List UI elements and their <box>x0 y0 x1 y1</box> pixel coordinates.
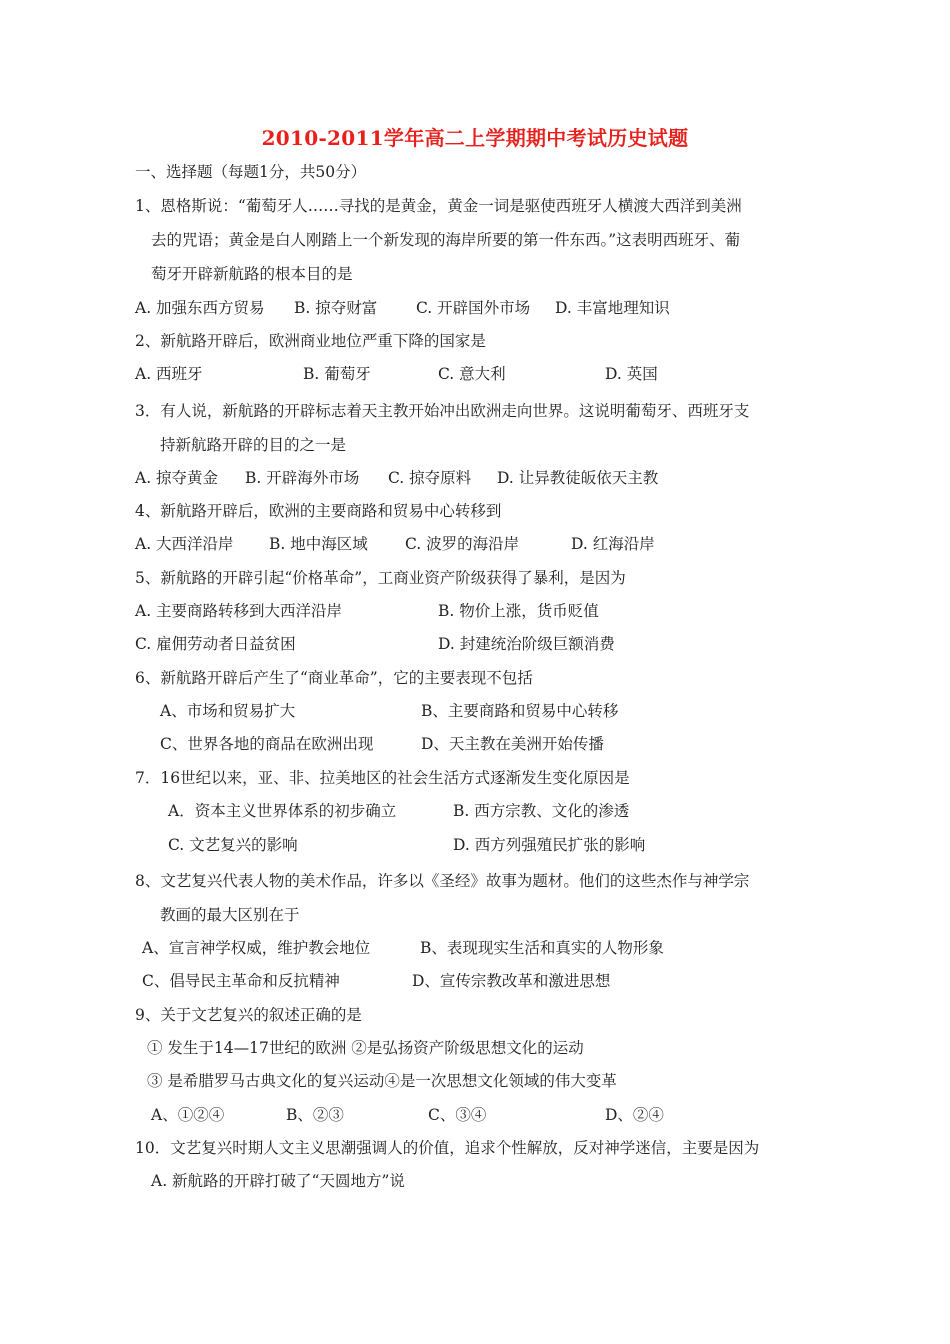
question-5-option-d: D. 封建统治阶级巨额消费 <box>438 635 615 653</box>
question-7-option-a: A．资本主义世界体系的初步确立 <box>168 802 397 820</box>
question-3-option-a: A. 掠夺黄金 <box>135 469 219 487</box>
question-8-line-2: 教画的最大区别在于 <box>160 906 300 924</box>
question-1-option-c: C. 开辟国外市场 <box>416 299 531 317</box>
question-2-option-d: D. 英国 <box>605 365 658 383</box>
question-5-line-1: 5、新航路的开辟引起“价格革命”，工商业资产阶级获得了暴利，是因为 <box>135 569 626 587</box>
question-2-option-b: B. 葡萄牙 <box>303 365 371 383</box>
question-7-option-c: C. 文艺复兴的影响 <box>168 836 298 854</box>
question-9-statement-1: ① 发生于14—17世纪的欧洲 ②是弘扬资产阶级思想文化的运动 <box>147 1039 584 1057</box>
question-1-line-3: 萄牙开辟新航路的根本目的是 <box>151 265 353 283</box>
question-6-option-d: D、天主教在美洲开始传播 <box>421 735 604 753</box>
question-3-option-c: C. 掠夺原料 <box>388 469 472 487</box>
question-2-line-1: 2、新航路开辟后，欧洲商业地位严重下降的国家是 <box>135 332 486 350</box>
question-6-option-c: C、世界各地的商品在欧洲出现 <box>160 735 374 753</box>
question-3-line-2: 持新航路开辟的目的之一是 <box>160 436 347 454</box>
question-3-option-b: B. 开辟海外市场 <box>245 469 360 487</box>
question-4-option-d: D. 红海沿岸 <box>571 535 655 553</box>
question-4-option-b: B. 地中海区域 <box>269 535 368 553</box>
question-8-option-b: B、表现现实生活和真实的人物形象 <box>420 939 664 957</box>
question-3-option-d: D. 让异教徒皈依天主教 <box>497 469 659 487</box>
question-6-option-b: B、主要商路和贸易中心转移 <box>421 702 619 720</box>
question-1-option-d: D. 丰富地理知识 <box>555 299 670 317</box>
question-1-line-2: 去的咒语；黄金是白人刚踏上一个新发现的海岸所要的第一件东西。”这表明西班牙、葡 <box>151 231 741 249</box>
question-2-option-a: A. 西班牙 <box>135 365 203 383</box>
section-heading: 一、选择题（每题1分，共50分） <box>135 163 367 181</box>
question-3-line-1: 3．有人说，新航路的开辟标志着天主教开始冲出欧洲走向世界。这说明葡萄牙、西班牙支 <box>135 402 750 420</box>
question-1-option-a: A. 加强东西方贸易 <box>135 299 265 317</box>
exam-title: 2010-2011学年高二上学期期中考试历史试题 <box>261 126 689 150</box>
question-9-option-a: A、①②④ <box>151 1106 225 1124</box>
question-10-line-1: 10．文艺复兴时期人文主义思潮强调人的价值，追求个性解放，反对神学迷信，主要是因为 <box>135 1139 760 1157</box>
question-6-line-1: 6、新航路开辟后产生了“商业革命”，它的主要表现不包括 <box>135 669 533 687</box>
question-5-option-b: B. 物价上涨，货币贬值 <box>438 602 599 620</box>
question-5-option-c: C. 雇佣劳动者日益贫困 <box>135 635 296 653</box>
question-6-option-a: A、市场和贸易扩大 <box>160 702 296 720</box>
question-9-option-c: C、③④ <box>428 1106 487 1124</box>
question-7-option-d: D. 西方列强殖民扩张的影响 <box>453 836 646 854</box>
question-4-line-1: 4、新航路开辟后，欧洲的主要商路和贸易中心转移到 <box>135 502 502 520</box>
question-1-line-1: 1、恩格斯说：“葡萄牙人……寻找的是黄金，黄金一词是驱使西班牙人横渡大西洋到美洲 <box>135 197 742 215</box>
question-5-option-a: A. 主要商路转移到大西洋沿岸 <box>135 602 343 620</box>
question-4-option-a: A. 大西洋沿岸 <box>135 535 234 553</box>
question-9-line-1: 9、关于文艺复兴的叙述正确的是 <box>135 1006 362 1024</box>
question-8-option-c: C、倡导民主革命和反抗精神 <box>142 972 340 990</box>
question-4-option-c: C. 波罗的海沿岸 <box>405 535 520 553</box>
question-8-option-a: A、宣言神学权威，维护教会地位 <box>142 939 371 957</box>
question-9-statement-2: ③ 是希腊罗马古典文化的复兴运动④是一次思想文化领域的伟大变革 <box>147 1072 617 1090</box>
question-7-line-1: 7．16世纪以来，亚、非、拉美地区的社会生活方式逐渐发生变化原因是 <box>135 769 630 787</box>
question-2-option-c: C. 意大利 <box>438 365 506 383</box>
question-9-option-d: D、②④ <box>605 1106 664 1124</box>
question-10-option-a: A. 新航路的开辟打破了“天圆地方”说 <box>151 1172 405 1190</box>
question-8-line-1: 8、文艺复兴代表人物的美术作品，许多以《圣经》故事为题材。他们的这些杰作与神学宗 <box>135 872 750 890</box>
question-9-option-b: B、②③ <box>286 1106 344 1124</box>
question-1-option-b: B. 掠夺财富 <box>294 299 378 317</box>
question-8-option-d: D、宣传宗教改革和激进思想 <box>412 972 611 990</box>
question-7-option-b: B. 西方宗教、文化的渗透 <box>453 802 630 820</box>
